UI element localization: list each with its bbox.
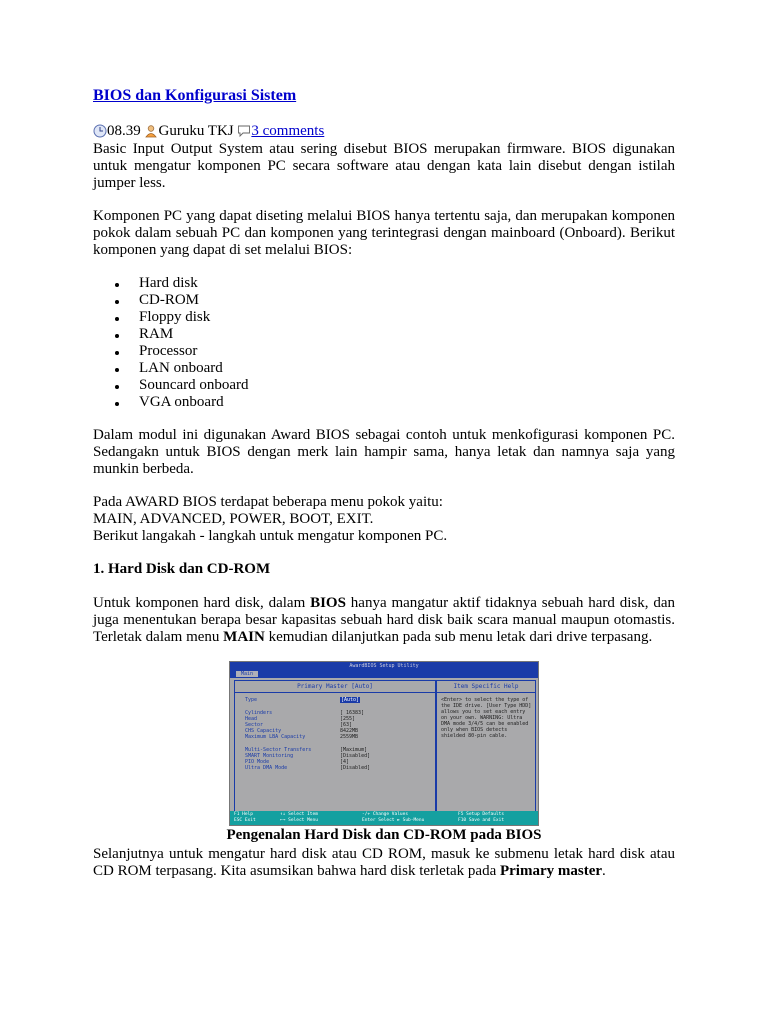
list-item: Processor	[93, 343, 249, 360]
post-time: 08.39	[107, 123, 141, 139]
paragraph-components: Komponen PC yang dapat diseting melalui BIOS hanya tertentu saja, dan merupakan komponen pokok dalam sebuah PC dan komponen yang terintegrasi dengan mainboard (Onboard). Berikut komponen yang dapat di set melalui BIOS:	[93, 208, 675, 258]
bios-row-value: [Maximum]	[340, 747, 368, 753]
bios-key-hint: ←→ Select Menu	[280, 818, 318, 823]
post-meta	[93, 122, 324, 143]
bios-row-label: Cylinders	[245, 710, 273, 716]
bios-help-text: <Enter> to select the type of the IDE drive. [User Type HDD] allows you to set each entry on your own. WARNING: Ultra DMA mode 3/4/5 can be enabled only when BIOS detects shielded 80-pin cable.	[441, 697, 532, 739]
bios-tab-main: Main	[236, 671, 258, 677]
bios-key-hint: -/+ Change Values	[362, 812, 409, 817]
list-item: LAN onboard	[93, 360, 249, 377]
text-run: Untuk komponen hard disk, dalam	[93, 595, 311, 611]
bios-key-hint: ESC Exit	[234, 818, 256, 823]
bios-row-label: Maximum LBA Capacity	[245, 734, 306, 740]
text-run: Selanjutnya untuk mengatur hard disk atau CD ROM, masuk ke submenu letak hard disk atau CD ROM terpasang. Kita asumsikan bahwa hard disk terletak pada	[93, 846, 675, 879]
bios-row-value: [255]	[340, 716, 356, 722]
bios-row-value: 8422MB	[340, 728, 359, 734]
section-heading: 1. Hard Disk dan CD-ROM	[93, 561, 271, 577]
list-item: CD-ROM	[93, 292, 249, 309]
bios-footer	[230, 811, 538, 825]
bios-title: AwardBIOS Setup Utility	[230, 662, 538, 670]
bios-row-label: Type	[245, 697, 258, 703]
post-author: Guruku TKJ	[158, 123, 234, 139]
list-item: Floppy disk	[93, 309, 249, 326]
text-run: kemudian dilanjutkan pada sub menu letak dari drive terpasang.	[264, 629, 653, 645]
bold-main: MAIN	[223, 629, 265, 645]
bios-row-value: [4]	[340, 759, 350, 765]
bios-row-label: Head	[245, 716, 258, 722]
page-title[interactable]: BIOS dan Konfigurasi Sistem	[93, 87, 297, 104]
bios-tabbar	[230, 670, 538, 678]
paragraph-harddisk	[93, 595, 675, 646]
bios-row-label: SMART Monitoring	[245, 753, 294, 759]
bios-row-value	[340, 697, 360, 703]
bios-row-label: CHS Capacity	[245, 728, 282, 734]
text-run: .	[602, 863, 606, 879]
bios-row-label: Sector	[245, 722, 264, 728]
bios-help-title: Item Specific Help	[437, 683, 535, 693]
bios-selected-value: [Auto]	[341, 697, 360, 703]
bios-row-label: Multi-Sector Transfers	[245, 747, 312, 753]
bold-bios: BIOS	[310, 595, 346, 611]
bold-primary-master: Primary master	[499, 863, 603, 879]
list-item: Hard disk	[93, 275, 249, 292]
bios-row-value: [Disabled]	[340, 765, 371, 771]
figure-caption: Pengenalan Hard Disk dan CD-ROM pada BIOS	[226, 827, 542, 843]
bios-row-value: [63]	[340, 722, 353, 728]
bios-panel-title: Primary Master [Auto]	[235, 683, 435, 693]
bios-row-label: Ultra DMA Mode	[245, 765, 288, 771]
paragraph-award-bios: Dalam modul ini digunakan Award BIOS sebagai contoh untuk menkofigurasi komponen PC. Sedangakn untuk BIOS dengan merk lain hampir sama, hanya letak dan namnya saja yang munkin berbeda.	[93, 427, 675, 477]
paragraph-intro: Basic Input Output System atau sering disebut BIOS merupakan firmware. BIOS digunakan untuk mengatur komponen PC secara software atau dengan kata lain disebut dengan istilah jumper less.	[93, 141, 675, 191]
paragraph-menus	[93, 494, 675, 545]
paragraph-primary-master	[93, 846, 675, 880]
bios-key-hint: Enter Select ► Sub-Menu	[362, 818, 425, 823]
bios-row-value: [ 16383]	[340, 710, 365, 716]
bios-key-hint: ↑↓ Select Item	[280, 812, 318, 817]
bios-key-hint: F10 Save and Exit	[458, 818, 505, 823]
bios-screenshot	[229, 661, 539, 826]
bios-row-value: 2559MB	[340, 734, 359, 740]
bios-settings-panel	[234, 680, 436, 812]
list-item: Souncard onboard	[93, 377, 249, 394]
bios-help-panel	[436, 680, 536, 812]
component-list	[93, 275, 249, 411]
comments-link[interactable]: 3 comments	[251, 123, 325, 139]
list-item: RAM	[93, 326, 249, 343]
text-run: hanya mangatur aktif tidaknya sebuah hard disk, dan juga menentukan berapa besar kapasitas sebuah hard disk baik scara manual maupun otomastis. Terletak dalam menu	[93, 595, 675, 645]
bios-key-hint: F5 Setup Defaults	[458, 812, 505, 817]
menus-line-2: MAIN, ADVANCED, POWER, BOOT, EXIT.	[93, 511, 374, 527]
menus-line-1: Pada AWARD BIOS terdapat beberapa menu pokok yaitu:	[93, 494, 443, 510]
menus-line-3: Berikut langakah - langkah untuk mengatur komponen PC.	[93, 528, 448, 544]
bios-row-value: [Disabled]	[340, 753, 371, 759]
bios-key-hint: F1 Help	[234, 812, 253, 817]
list-item: VGA onboard	[93, 394, 249, 411]
bios-row-label: PIO Mode	[245, 759, 270, 765]
